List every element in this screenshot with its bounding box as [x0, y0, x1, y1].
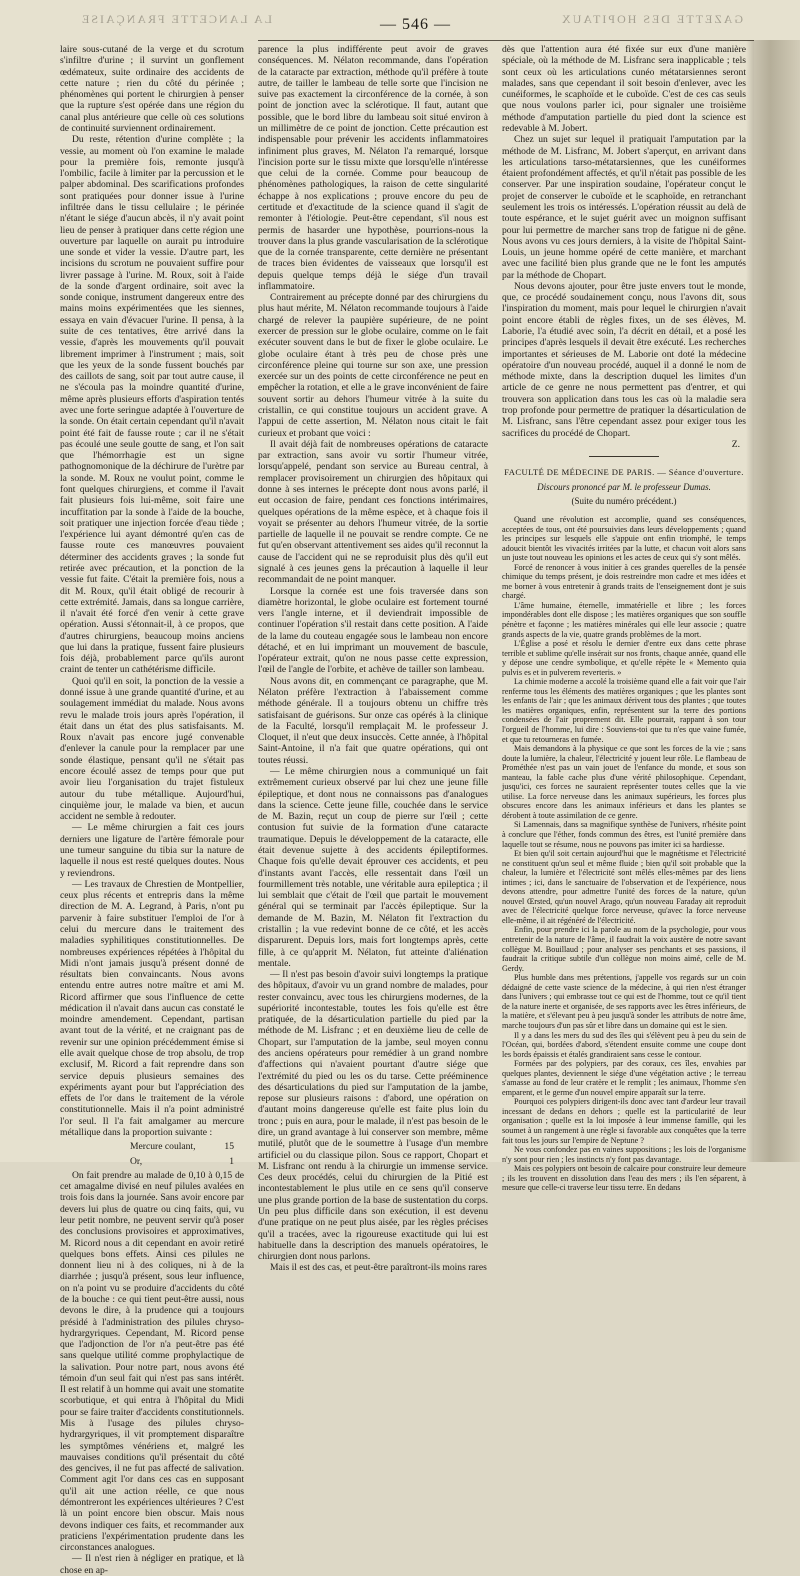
running-head: [0, 0, 800, 40]
paragraph: dès que l'attention aura été fixée sur eux d'une manière spéciale, où la méthode de M. Lisfranc sera inapplicable ; tels sont ceux où les articulations cunéo métatarsiennes seront malades, sans que cependant il soit besoin d'enlever, avec les cunéiformes, le scaphoïde et le cuboïde. C'est de ces cas seuls que nous voulons parler ici, pour signaler une troisième méthode d'amputation partielle du pied dont la science est redevable à M. Jobert.: [502, 44, 746, 134]
paragraph: — Il n'est pas besoin d'avoir suivi longtemps la pratique des hôpitaux, d'avoir vu un grand nombre de malades, pour rester convaincu, avec tous les chirurgiens modernes, de la supériorité incontestable, toutes les fois qu'elle est être pratiquée, de la désarticulation partielle du pied par la méthode de M. Lisfranc ; et en deuxième lieu de celle de Chopart, sur l'amputation de la jambe, seul moyen connu des anciens opérateurs pour remédier à un grand nombre d'affections qui n'avaient pourtant d'autre siége que l'extrémité du pied ou les os du tarse. Cette prééminence des désarticulations du pied sur l'amputation de la jambe, repose sur plusieurs raisons : d'abord, une opération on d'autant moins dangereuse qu'elle est faite plus loin du tronc ; puis en aura, pour le malade, il n'est pas besoin de le dire, un grand avantage à lui conserver son membre, même mutilé, plutôt que de le soumettre à l'usage d'un membre artificiel ou du classique pilon. Sous ce rapport, Chopart et M. Lisfranc ont rendu à la chirurgie un immense service. Ces deux procédés, celui du chirurgien de la Pitié est incontestablement le plus utile en ce sens qu'il conserve une plus grande portion de la base de sustentation du corps. Un peu plus difficile dans son exécution, il est devenu d'une pratique on ne peut plus aisée, par les règles précises qu'il a tracées, avec la rigoureuse exactitude qui lui est habituelle dans la description des manuels opératoires, le chirurgien dont nous parlons.: [258, 969, 488, 1263]
paragraph: On fait prendre au malade de 0,10 à 0,15 de cet amagalme divisé en neuf pilules avalées en trois fois dans la journée. Sans avoir encore par devers lui plus de quatre ou cinq faits, qui, vu leur petit nombre, ne peuvent servir qu'à poser des conclusions provisoires et approximatives, M. Ricord nous a dit cependant en avoir retiré quelques bons effets. Ainsi ces pilules ne donnent lieu ni à des coliques, ni à de la diarrhée ; jusqu'à présent, sous leur influence, on n'a point vu se produire d'accidents du côté de la bouche : ce qui tient peut-être aussi, nous devons le dire, à la prudence qui a toujours présidé à l'administration des pilules chryso-hydrargyriques. Cependant, M. Ricord pense que l'adjonction de l'or n'a peut-être pas été sans quelque utilité comme prophylactique de la salivation. Pour notre part, nous avons été témoin d'un seul fait qui n'est pas sans intérêt. Il est relatif à un homme qui avait une stomatite scorbutique, et qui entra à l'hôpital du Midi pour se faire traiter d'accidents constitutionnels. Mis à l'usage des pilules chryso-hydrargyriques, il vit promptement disparaître les symptômes vénériens et, malgré les mauvaises conditions qu'il présentait du côté des gencives, il ne fut pas affecté de salivation. Comment agit l'or dans ces cas en supposant qu'il ait une action réelle, ce que nous démontreront les expériences ultérieures ? C'est là un point encore bien obscur. Mais nous devons indiquer ces faits, et recommander aux praticiens l'expérimentation prudente dans les circonstances analogues.: [60, 1169, 244, 1554]
formula-row: [130, 1141, 234, 1152]
paragraph: Plus humble dans mes prétentions, j'appelle vos regards sur un coin dédaigné de cette vaste science de la médecine, à qui rien n'est étranger dans l'univers ; qui embrasse tout ce qui est de l'homme, tout ce qu'il tient de la nature inerte et organisée, de ses rapports avec les êtres inférieurs, de la matière, et s'élevant peu à peu jusqu'à sonder les attributs de notre âme, marche toujours d'un pas sûr et libre dans un domaine qui est le sien.: [502, 973, 746, 1030]
continuation-note: (Suite du numéro précédent.): [571, 495, 677, 506]
paragraph: Forcé de renoncer à vous initier à ces grandes querelles de la pensée chimique du temps présent, je dois restreindre mon cadre et mes idées et me borner à vous entretenir à grands traits de l'enseignement dont je suis chargé.: [502, 562, 746, 601]
paragraph: parence la plus indifférente peut avoir de graves conséquences. M. Nélaton recommande, dans l'opération de la cataracte par extraction, méthode qu'il préfère à toute autre, de tailler le lambeau de telle sorte que l'incision ne suive pas exactement la circonférence de la cornée, à son point de jonction avec la sclérotique. Il faut, autant que possible, que le bord libre du lambeau soit situé environ à un millimètre de ce point de jonction. Cette précaution est indispensable pour prévenir les accidents inflammatoires infiniment plus graves, M. Nélaton l'a remarqué, lorsque l'incision porte sur le tissu mixte que lorsqu'elle n'intéresse que celui de la cornée. Comme pour beaucoup de phénomènes pathologiques, la raison de cette singularité échappe à nos explications ; prouve encore du peu de certitude et d'exactitude de la science quand il s'agit de remonter à l'étiologie. Peut-être cependant, s'il nous est permis de hasarder une hypothèse, pourrions-nous la trouver dans la plus grande vascularisation de la sclérotique que de la cornée transparente, cette dernière ne présentant de traces bien évidentes de vaisseaux que lorsqu'il est depuis quelque temps déjà le siége d'un travail inflammatoire.: [258, 44, 488, 292]
paragraph: Du reste, rétention d'urine complète ; la vessie, au moment où l'on examine le malade pour la première fois, remonte jusqu'à l'ombilic, facile à limiter par la percussion et le palper abdominal. Des scarifications profondes sont pratiquées pour donner issue à l'urine infiltrée dans le tissu cellulaire ; le périnée n'étant le siége d'aucun abcès, il n'y avait point lieu de penser à pratiquer dans cette région une ouverture par laquelle on aurait pu introduire une sonde et vider la vessie. D'autre part, les incisions du scrotum ne pouvaient suffire pour livrer passage à l'urine. M. Roux, soit à l'aide de la sonde d'argent ordinaire, soit avec la sonde conique, instrument dangereux entre des mains moins expérimentées que les siennes, essaya en vain d'évacuer l'urine. Il pensa, à la suite de ces tentatives, être arrivé dans la vessie, d'après les mouvements qu'il pouvait librement imprimer à l'instrument ; mais, soit que les yeux de la sonde fussent bouchés par des caillots de sang, soit par tout autre cause, il ne s'écoula pas la moindre quantité d'urine, même après plusieurs efforts d'aspiration tentés avec une forte seringue adaptée à l'ouverture de la sonde. On était certain cependant qu'il n'avait point été fait de fausse route ; car il ne s'était pas écoulé une seule goutte de sang, et l'on sait que l'hémorrhagie est un signe pathognomonique de la déchirure de l'urètre par la sonde. M. Roux ne voulut point, comme le font quelques chirurgiens, et comme il l'avait fait plusieurs fois lui-même, soit faire une incuffitation par la sonde à l'aide de la bouche, soit pratiquer une injection forcée d'eau tiède ; l'expérience lui ayant démontré qu'en cas de fausse route ces manœuvres pouvaient déterminer des accidents graves ; la sonde fut retirée avec précaution, et la ponction de la vessie fut faite. C'était la première fois, nous a dit M. Roux, qu'il était obligé de recourir à cette extrémité. Jamais, dans sa longue carrière, il n'avait été forcé d'en venir à cette grave opération. Aussi s'étonnait-il, à ce propos, que d'autres chirurgiens, beaucoup moins anciens que lui dans la pratique, fussent faire plusieurs fois déjà, probablement parce qu'ils auront craint de tenter un cathétérisme difficile.: [60, 134, 244, 676]
paragraph: Si Lamennais, dans sa magnifique synthèse de l'univers, n'hésite point à conclure que l'éther, fonds commun des êtres, est l'unité première dans laquelle tout se résume, nous ne pouvons pas imiter ici sa hardiesse.: [502, 820, 746, 849]
paragraph: L'âme humaine, éternelle, immatérielle et libre ; les forces impondérables dont elle dispose ; les matières organiques que son souffle pénètre et façonne ; les matières minérales qui elle leur associe ; quatre grands aspects de la vie, quatre grands problèmes de la mort.: [502, 600, 746, 639]
paragraph: laire sous-cutané de la verge et du scrotum s'infiltre d'urine ; il survint un gonflement œdémateux, suite ordinaire des accidents de cette nature ; rien du côté du périnée ; phénomènes qui portent le chirurgien à penser que la rupture s'est opérée dans une région du canal plus antérieure que celle où ces solutions de continuité surviennent ordinairement.: [60, 44, 244, 134]
header-rule: [258, 40, 794, 41]
column-3: [502, 44, 746, 1193]
speech-subtitle: Discours prononcé par M. le professeur Dumas.: [537, 482, 711, 493]
paragraph: La chimie moderne a accolé la troisième quand elle a fait voir que l'air renferme tous les éléments des matières organiques ; que les plantes sont les enfants de l'air ; que les animaux dérivent tous des plantes ; que toutes les matières organiques, enfin, représentent sur la terre des portions condensées de l'air proprement dit. Elle pourrait, rappant à son tour l'orgueil de l'homme, lui dire : Souviens-toi que tu n'es que vaine fumée, et que tu retourneras en fumée.: [502, 677, 746, 744]
paragraph: — Le même chirurgien a fait ces jours derniers une ligature de l'artère fémorale pour une tumeur sanguine du tibia sur la nature de laquelle il nous est resté quelques doutes. Nous y reviendrons.: [60, 822, 244, 879]
paragraph: Mais demandons à la physique ce que sont les forces de la vie ; sans doute la lumière, la chaleur, l'électricité y jouent leur rôle. Le flambeau de Prométhée n'est pas un vain jouet de l'enfance du monde, et sous son manteau, la fable cache plus d'une vérité philosophique. Cependant, jusqu'ici, ces forces ne sauraient représenter toutes celles que la vie utilise. La force nerveuse dans les animaux supérieurs, les forces plus obscures encore dans les animaux inférieurs et dans les plantes se dérobent à toute assimilation de ce genre.: [502, 744, 746, 820]
paragraph: Mais ces polypiers ont besoin de calcaire pour construire leur demeure ; ils les trouvent en dissolution dans l'eau des mers ; ils l'en séparent, à mesure que celle-ci traverse leur tissu terre. En dedans: [502, 1164, 746, 1193]
paragraph: Chez un sujet sur lequel il pratiquait l'amputation par la méthode de M. Lisfranc, M. Jobert s'aperçut, en arrivant dans les articulations tarso-métatarsiennes, que les cunéiformes étaient profondément affectés, et qu'il n'était pas possible de les conserver. Par une inspiration soudaine, l'opérateur conçut le projet de conserver le cuboïde et le scaphoïde, en retranchant seulement les trois os intéressés. L'opération réussit au delà de toute espérance, et le sujet guérit avec un moignon suffisant pour lui permettre de marcher sans trop de fatigue ni de gêne. Nous avons vu ces jours derniers, à la visite de l'hôpital Saint-Louis, un jeune homme opéré de cette manière, et marchant avec une facilité bien plus grande que ne le font les amputés par la méthode de Chopart.: [502, 134, 746, 281]
paragraph: Quand une révolution est accomplie, quand ses conséquences, acceptées de tous, ont été poursuivies dans leurs développements ; quand les principes sur lesquels elle s'appuie ont enfin triomphé, le temps adoucit bientôt les vivacités irritées par la lutte, et chacun voit alors sans un juste tout nouveau les opinions et les actes de ceux qui s'y sont mêlés.: [502, 514, 746, 563]
page-number: — 546 —: [380, 16, 451, 33]
signature: Z.: [731, 438, 740, 450]
paragraph: L'Église a posé et résolu le dernier d'entre eux dans cette phrase terrible et sublime qu'elle insérait sur nos fronts, chaque année, quand elle y dépose une cendre symbolique, et qu'elle répète le « Memento quia pulvis es et in pulverem reverteris. »: [502, 639, 746, 677]
section-separator: [589, 456, 659, 457]
column-1: [60, 44, 244, 1576]
paragraph: Il y a dans les mers du sud des îles qui s'élèvent peu à peu du sein de l'Océan, qui, bordées d'abord, s'étendent ensuite comme une coupe dont les bords épaissis et étalés grandiraient sans cesse le contour.: [502, 1030, 746, 1059]
bleed-through-left: LA LANCETTE FRANÇAISE: [80, 12, 272, 26]
page-fold-edge: [754, 40, 800, 1162]
paragraph: Contrairement au précepte donné par des chirurgiens du plus haut mérite, M. Nélaton recommande toujours à l'aide chargé de relever la paupière supérieure, de ne point exercer de pression sur le globe oculaire, comme on le fait exécuter souvent dans le but de fixer le globe oculaire. Le globe oculaire étant à très peu de chose près une circonférence pleine qui tourne sur son axe, une pression exercée sur un des points de cette circonférence ne peut en empêcher la rotation, et elle a le grave inconvénient de faire souvent sortir au dehors l'humeur vitrée à la suite du cristallin, ce qui constitue toujours un accident grave. A l'appui de cette assertion, M. Nélaton nous citait le fait curieux et probant que voici :: [258, 292, 488, 439]
paragraph: — Il n'est rien à négliger en pratique, et là chose en ap-: [60, 1553, 244, 1576]
formula-value: 1: [229, 1155, 234, 1167]
formula-label: Or,: [130, 1155, 143, 1167]
paragraph: Il avait déjà fait de nombreuses opérations de cataracte par extraction, sans avoir vu sortir l'humeur vitrée, lorsqu'appelé, pendant son service au Bureau central, à remplacer provisoirement un chirurgien des hôpitaux qui donne à ses internes le précepte dont nous avons parlé, il eut occasion de faire, pendant ces fonctions intérimaires, quelques opérations de la même espèce, et à chaque fois il voyait se présenter au dehors l'humeur vitrée, de la sortie partielle de laquelle il ne pouvait se rendre compte. Ce ne fut qu'en observant attentivement ses aides qu'il reconnut la cause de l'accident qui ne se reproduisit plus dès qu'il eut signalé à ces jeunes gens la précaution à laquelle il leur recommandait de ne point manquer.: [258, 438, 488, 586]
paragraph: — Les travaux de Chrestien de Montpellier, ceux plus récents et entrepris dans la même direction de M. A. Legrand, à Paris, n'ont pu parvenir à faire substituer l'emploi de l'or à celui du mercure dans le traitement des maladies syphilitiques constitutionnelles. De nombreuses expériences répétées à l'hôpital du Midi n'ont jamais jusqu'à présent donné de résultats bien convaincants. Nous avons entendu entre autres notre maître et ami M. Ricord affirmer que sous l'influence de cette médication il n'avait dans aucun cas constaté le moindre amendement. Cependant, partisan avant tout de la vérité, et ne craignant pas de revenir sur une opinion précédemment émise si elle avait quelque chose de trop absolu, de trop exclusif, M. Ricord a fait reprendre dans son service depuis plusieurs semaines des expériments ayant pour but l'appréciation des effets de l'or dans le traitement de la vérole constitutionnelle. Mais il n'a point administré l'or seul. Il l'a fait amalgamer au mercure métallique dans la proportion suivante :: [60, 878, 244, 1138]
section-title: FACULTÉ DE MÉDECINE DE PARIS. — Séance d'ouverture.: [504, 467, 744, 478]
paragraph: Nous avons dit, en commençant ce paragraphe, que M. Nélaton préfère l'extraction à l'abaissement comme méthode générale. Il a toujours obtenu un chiffre très satisfaisant de guérisons. Sur onze cas opérés à la clinique de la Faculté, lorsqu'il remplaçait M. le professeur J. Cloquet, il n'eut que deux insuccès. Cette année, à l'hôpital Saint-Antoine, il n'a fait que quatre opérations, qui ont toutes réussi.: [258, 675, 488, 766]
paragraph: Et bien qu'il soit certain aujourd'hui que le magnétisme et l'électricité ne constituent qu'un seul et même fluide ; bien qu'il soit probable que la chaleur, la lumière et l'électricité sont mêlés elles-mêmes par des liens intimes ; ici, dans le sanctuaire de l'observation et de l'expérience, nous devons attendre, pour admettre l'unité des forces de la nature, qu'un nouvel Œrsted, qu'un nouvel Arago, qu'un nouveau Faraday ait reproduit avec de l'électricité quelque force nerveuse, qu'avec la force nerveuse elle-même, il ait régénéré de l'électricité.: [502, 849, 746, 925]
paragraph: — Le même chirurgien nous a communiqué un fait extrêmement curieux observé par lui chez une jeune fille épileptique, et dont nous ne connaissons pas d'analogues dans la science. Cette jeune fille, couchée dans le service de M. Bazin, reçut un coup de pierre sur l'œil ; cette contusion fut suivie de la formation d'une cataracte traumatique. Depuis le développement de la cataracte, elle était devenue sujette à des accidents épileptiformes. Chaque fois qu'elle devait éprouver ces accidents, et peu d'instants avant l'accès, elle ressentait dans l'œil un fourmillement très notable, une véritable aura epileptica ; il lui semblait que c'était de l'œil que partait le mouvement général qui se terminait par l'accès épileptique. Sur la demande de M. Bazin, M. Nélaton fit l'extraction du cristallin ; la vue redevint bonne de ce côté, et les accès disparurent. Depuis lors, mais fort longtemps après, cette fille, à ce qu'apprit M. Nélaton, fut atteinte d'aliénation mentale.: [258, 766, 488, 969]
column-2: [258, 44, 488, 1274]
bleed-through-right: GAZETTE DES HOPITAUX: [560, 12, 744, 26]
paragraph: Formées par des polypiers, par des coraux, ces îles, envahies par quelques plantes, deviennent le siége d'une végétation active ; le terreau s'amasse au fond de leur cratère et le remplit ; les animaux, l'homme s'en emparent, et le germe d'un nouvel empire apparaît sur la terre.: [502, 1059, 746, 1097]
paragraph: Ne vous confondez pas en vaines suppositions ; les lois de l'organisme n'y sont pour rien ; les instincts n'y font pas davantage.: [502, 1145, 746, 1164]
paragraph: Enfin, pour prendre ici la parole au nom de la psychologie, pour vous entretenir de la nature de l'âme, il faudrait la voix austère de notre savant collègue M. Bouillaud ; pour analyser ses penchants et ses passions, il faudrait la critique subtile d'un collègue non moins aimé, celle de M. Gerdy.: [502, 925, 746, 973]
paragraph: Lorsque la cornée est une fois traversée dans son diamètre horizontal, le globe oculaire est fortement tourné vers l'angle interne, et il deviendrait impossible de continuer l'opération s'il restait dans cette position. A l'aide de la lame du couteau engagée sous le lambeau non encore détaché, et en lui imprimant un mouvement de bascule, l'opérateur extrait, qu'on ne nous passe cette expression, l'œil de l'angle de l'orbite, et achève de tailler son lambeau.: [258, 585, 488, 676]
speech-text: [502, 515, 746, 1193]
paragraph: Pourquoi ces polypiers dirigent-ils donc avec tant d'ardeur leur travail incessant de dedans en dehors ; quelle est la particularité de leur organisation ; quelle est la loi imposée à leur immense famille, qui les soumet à un rangement à une règle si favorable aux conquêtes que la terre fait tous les jours sur l'empire de Neptune ?: [502, 1097, 746, 1145]
formula-value: 15: [224, 1141, 234, 1153]
paragraph: Quoi qu'il en soit, la ponction de la vessie a donné issue à une grande quantité d'urine, et au soulagement immédiat du malade. Nous avons revu le malade trois jours après l'opération, il était dans un état des plus satisfaisants. M. Roux n'avait pas encore jugé convenable d'enlever la canule pour la remplacer par une sonde élastique, pensant qu'il ne s'était pas encore écoulé assez de temps pour que put avoir lieu l'organisation du trajet fistuleux autour du tube métallique. Aujourd'hui, cinquième jour, le malade va bien, et aucun accident ne semble à redouter.: [60, 675, 244, 823]
formula-label: Mercure coulant,: [130, 1141, 196, 1153]
paragraph: Nous devons ajouter, pour être juste envers tout le monde, que, ce procédé soudainement conçu, nous l'avons dit, sous l'inspiration du moment, mais pour lequel le chirurgien n'avait point encore établi de règles fixes, un de ses élèves, M. Laborie, l'a étudié avec soin, l'a décrit en détail, et a posé les principes d'après lesquels il devait être exécuté. Les recherches importantes et sérieuses de M. Laborie ont doté la médecine opératoire d'un nouveau procédé, auquel il a donné le nom de méthode mixte, dans la description duquel les limites d'un article de ce genre ne nous permettent pas d'entrer, et qui trouvera son application dans tous les cas où la maladie sera trop profonde pour permettre de pratiquer la désarticulation de M. Lisfranc, sans l'être cependant assez pour exiger tous les sacrifices du procédé de Chopart.: [502, 280, 746, 439]
formula-row: [130, 1156, 234, 1167]
paragraph: Mais il est des cas, et peut-être paraîtront-ils moins rares: [270, 1262, 487, 1274]
